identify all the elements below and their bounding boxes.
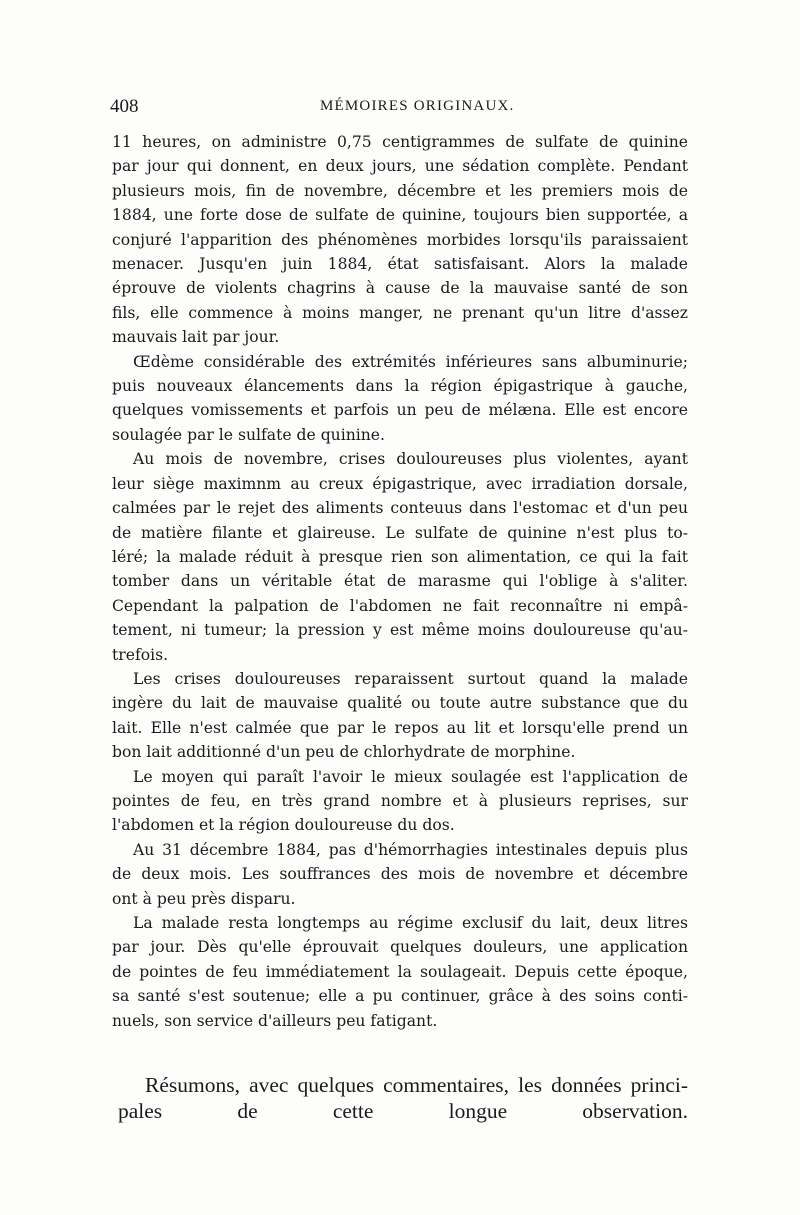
text-line: Au mois de novembre, crises douloureuses plus violentes, ayant [133, 450, 688, 469]
paragraph [112, 447, 688, 667]
text-line: quelques vomissements et parfois un peu de mélæna. Elle est encore [112, 401, 688, 420]
text-line: léré; la malade réduit à presque rien son alimentation, ce qui la fait [112, 547, 688, 566]
body-text [112, 130, 688, 1033]
text-line: 1884, une forte dose de sulfate de quinine, toujours bien supportée, a [112, 206, 688, 225]
text-line: de pointes de feu immédiatement la soulageait. Depuis cette époque, [112, 962, 688, 981]
text-line: 11 heures, on administre 0,75 centigrammes de sulfate de quinine [112, 133, 688, 151]
paragraph [112, 130, 688, 350]
text-line: tement, ni tumeur; la pression y est même moins douloureuse qu'au- [112, 621, 688, 640]
text-line: ont à peu près disparu. [112, 889, 296, 908]
text-line: éprouve de violents chagrins à cause de la mauvaise santé de son [112, 279, 688, 298]
text-line: puis nouveaux élancements dans la région épigastrique à gauche, [112, 377, 688, 396]
text-line: Œdème considérable des extrémités inférieures sans albuminurie; [133, 352, 688, 371]
text-line: par jour. Dès qu'elle éprouvait quelques douleurs, une application [112, 938, 688, 957]
paragraph [112, 350, 688, 448]
page-number: 408 [110, 96, 139, 117]
text-line: l'abdomen et la région douloureuse du dos. [112, 816, 455, 835]
text-line: pointes de feu, en très grand nombre et à plusieurs reprises, sur [112, 791, 688, 810]
text-line: Le moyen qui paraît l'avoir le mieux soulagée est l'application de [133, 767, 688, 786]
text-line: Les crises douloureuses reparaissent surtout quand la malade [133, 669, 688, 688]
text-line: leur siège maximnm au creux épigastrique, avec irradiation dorsale, [112, 474, 688, 493]
text-line: fils, elle commence à moins manger, ne prenant qu'un litre d'assez [112, 303, 688, 322]
closing-paragraph [118, 1072, 688, 1124]
text-line: par jour qui donnent, en deux jours, une sédation complète. Pendant [112, 157, 688, 176]
text-line: Résumons, avec quelques commentaires, les données princi- [145, 1073, 688, 1097]
header-title: MÉMOIRES ORIGINAUX. [320, 98, 515, 114]
text-line: tomber dans un véritable état de marasme qui l'oblige à s'aliter. [112, 572, 688, 591]
text-line: soulagée par le sulfate de quinine. [112, 425, 385, 444]
text-line: menacer. Jusqu'en juin 1884, état satisfaisant. Alors la malade [112, 255, 688, 274]
text-line: de matière filante et glaireuse. Le sulfate de quinine n'est plus to- [112, 523, 688, 542]
text-line: pales de cette longue observation. [118, 1099, 688, 1123]
paragraph [112, 911, 688, 1033]
paragraph [112, 765, 688, 838]
text-line: Cependant la palpation de l'abdomen ne fait reconnaître ni empâ- [112, 596, 688, 615]
text-line: mauvais lait par jour. [112, 328, 280, 347]
text-line: nuels, son service d'ailleurs peu fatigant. [112, 1011, 438, 1030]
paragraph [112, 667, 688, 765]
text-line: bon lait additionné d'un peu de chlorhydrate de morphine. [112, 743, 576, 762]
text-line: de deux mois. Les souffrances des mois de novembre et décembre [112, 865, 688, 884]
text-line: plusieurs mois, fin de novembre, décembre et les premiers mois de [112, 181, 688, 200]
text-line: La malade resta longtemps au régime exclusif du lait, deux litres [133, 914, 688, 932]
text-line: Au 31 décembre 1884, pas d'hémorrhagies intestinales depuis plus [133, 840, 688, 859]
paragraph [112, 838, 688, 911]
text-line: lait. Elle n'est calmée que par le repos au lit et lorsqu'elle prend un [112, 718, 688, 737]
running-header [110, 96, 690, 120]
text-line: sa santé s'est soutenue; elle a pu continuer, grâce à des soins conti- [112, 987, 688, 1006]
text-line: ingère du lait de mauvaise qualité ou toute autre substance que du [112, 694, 688, 713]
text-line: calmées par le rejet des aliments conteuus dans l'estomac et d'un peu [112, 499, 688, 518]
text-line: trefois. [112, 645, 169, 664]
text-line: conjuré l'apparition des phénomènes morbides lorsqu'ils paraissaient [112, 230, 688, 249]
